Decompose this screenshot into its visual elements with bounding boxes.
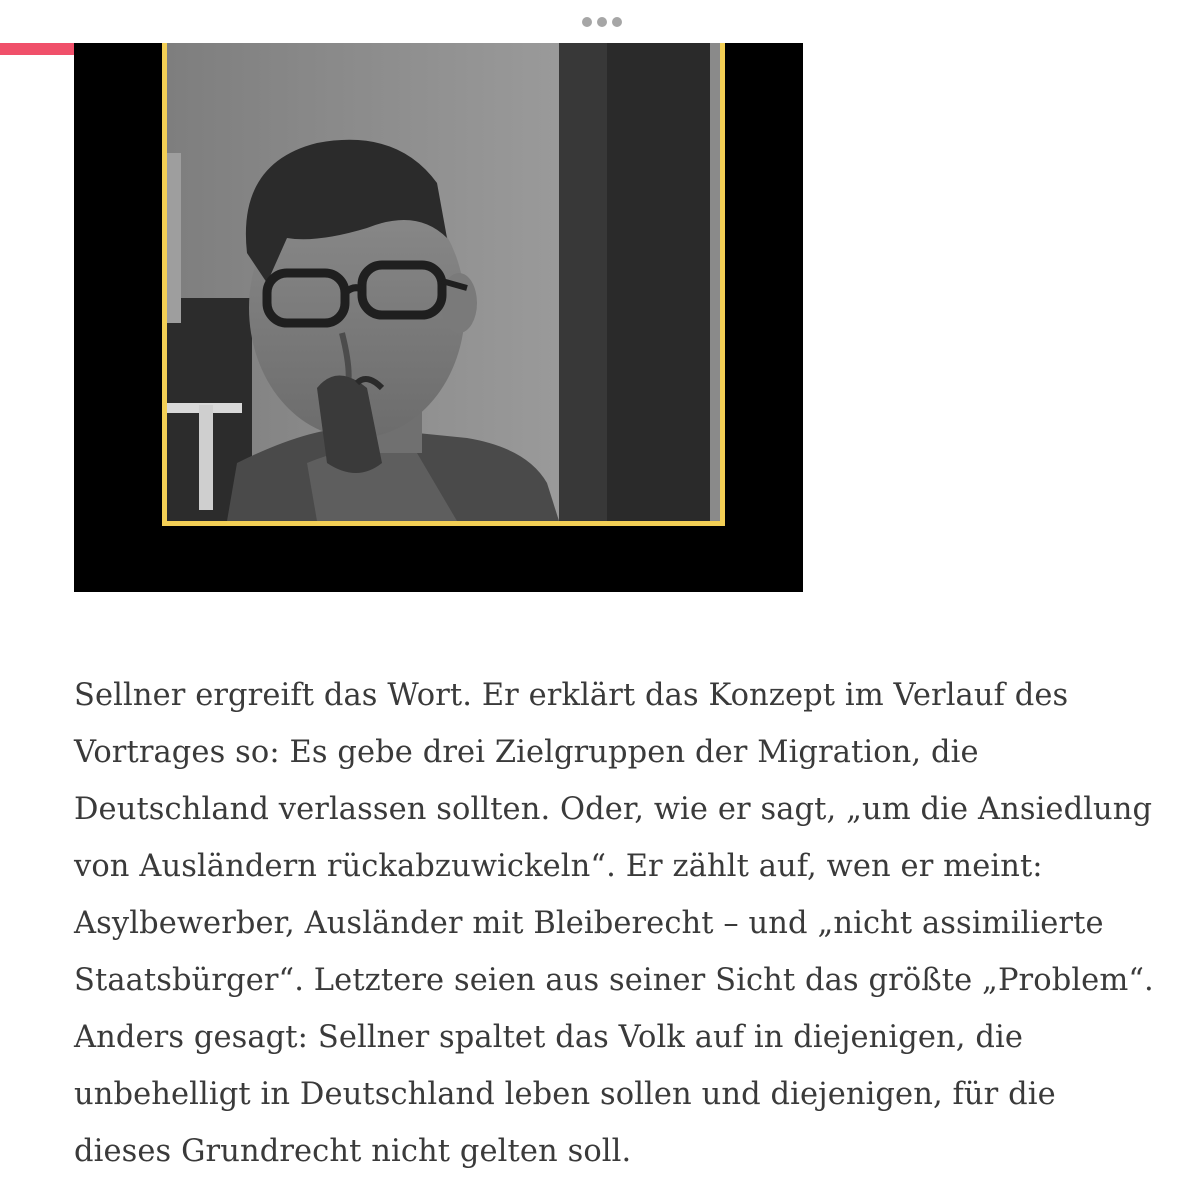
article-image xyxy=(74,43,803,592)
menu-dot xyxy=(597,17,607,27)
menu-dot xyxy=(582,17,592,27)
article-paragraph: Sellner ergreift das Wort. Er erklärt das Konzept im Verlauf des Vortrages so: Es gebe drei Zielgruppen der Migration, die Deutschland verlassen sollten. Oder, wie er sagt, „um die Ansiedlung von Ausländern rückabzuwickeln“. Er zählt auf, wen er meint: Asylbewerber, Ausländer mit Bleiberecht – und „nicht assimilierte Staatsbürger“. Letztere seien aus seiner Sicht das größte „Problem“. Anders gesagt: Sellner spaltet das Volk auf in diejenigen, die unbehelligt in Deutschland leben sollen und diejenigen, für die dieses Grundrecht nicht gelten soll. xyxy=(74,678,1154,1169)
menu-dot xyxy=(612,17,622,27)
portrait-illustration xyxy=(167,43,710,521)
portrait-photo xyxy=(162,43,725,526)
more-options-icon[interactable] xyxy=(582,16,622,28)
